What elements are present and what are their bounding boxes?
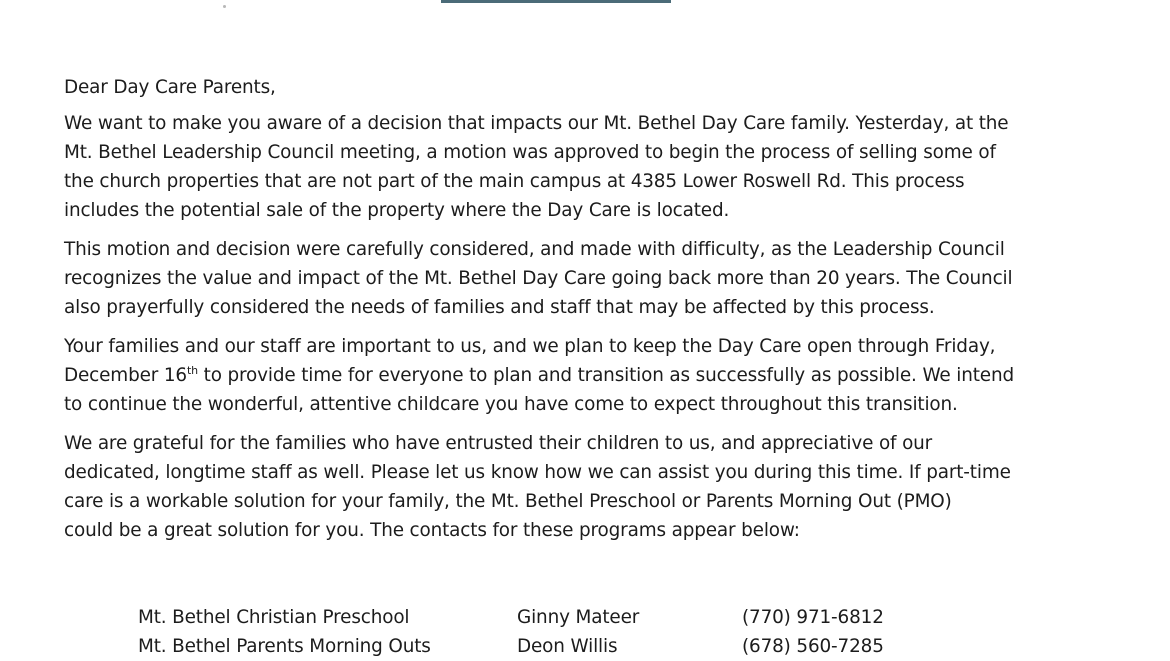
paragraph-line: We are grateful for the families who have entrusted their children to us, and appreciative of our bbox=[64, 433, 933, 454]
paragraph-gratitude bbox=[64, 429, 1054, 545]
scan-speck bbox=[223, 5, 226, 8]
paragraph-line: Mt. Bethel Leadership Council meeting, a motion was approved to begin the process of selling some of bbox=[64, 142, 996, 163]
paragraph-line: could be a great solution for you. The contacts for these programs appear below: bbox=[64, 520, 800, 541]
contact-program: Mt. Bethel Parents Morning Outs bbox=[138, 636, 431, 657]
paragraph-line: includes the potential sale of the property where the Day Care is located. bbox=[64, 200, 730, 221]
paragraph-decision bbox=[64, 109, 1054, 225]
paragraph-line: We want to make you aware of a decision that impacts our Mt. Bethel Day Care family. Yesterday, at the bbox=[64, 113, 1009, 134]
contact-phone: (770) 971-6812 bbox=[742, 607, 884, 628]
letterhead-rule bbox=[441, 0, 671, 3]
paragraph-line: recognizes the value and impact of the Mt. Bethel Day Care going back more than 20 years. The Council bbox=[64, 268, 1013, 289]
paragraph-consideration bbox=[64, 235, 1054, 322]
paragraph-closing-date bbox=[64, 332, 1054, 419]
paragraph-line: dedicated, longtime staff as well. Please let us know how we can assist you during this time. If part-time bbox=[64, 462, 1011, 483]
paragraph-line: the church properties that are not part of the main campus at 4385 Lower Roswell Rd. This process bbox=[64, 171, 965, 192]
contact-phone: (678) 560-7285 bbox=[742, 636, 884, 657]
paragraph-line-with-date bbox=[64, 361, 1054, 390]
paragraph-line: Your families and our staff are important to us, and we plan to keep the Day Care open through Friday, bbox=[64, 336, 996, 357]
paragraph-line: to continue the wonderful, attentive childcare you have come to expect throughout this transition. bbox=[64, 394, 958, 415]
date-ordinal-suffix: th bbox=[186, 363, 198, 377]
letter-body bbox=[64, 73, 1054, 555]
contact-person: Ginny Mateer bbox=[517, 607, 640, 628]
date-line-remainder: to provide time for everyone to plan and transition as successfully as possible. We intend bbox=[197, 365, 1014, 386]
paragraph-line: This motion and decision were carefully considered, and made with difficulty, as the Leadership Council bbox=[64, 239, 1005, 260]
date-text: December 16 bbox=[64, 365, 187, 386]
paragraph-line: also prayerfully considered the needs of families and staff that may be affected by this process. bbox=[64, 297, 935, 318]
contact-person: Deon Willis bbox=[517, 636, 618, 657]
paragraph-line: care is a workable solution for your family, the Mt. Bethel Preschool or Parents Morning Out (PMO) bbox=[64, 491, 952, 512]
salutation: Dear Day Care Parents, bbox=[64, 77, 276, 98]
contact-program: Mt. Bethel Christian Preschool bbox=[138, 607, 410, 628]
